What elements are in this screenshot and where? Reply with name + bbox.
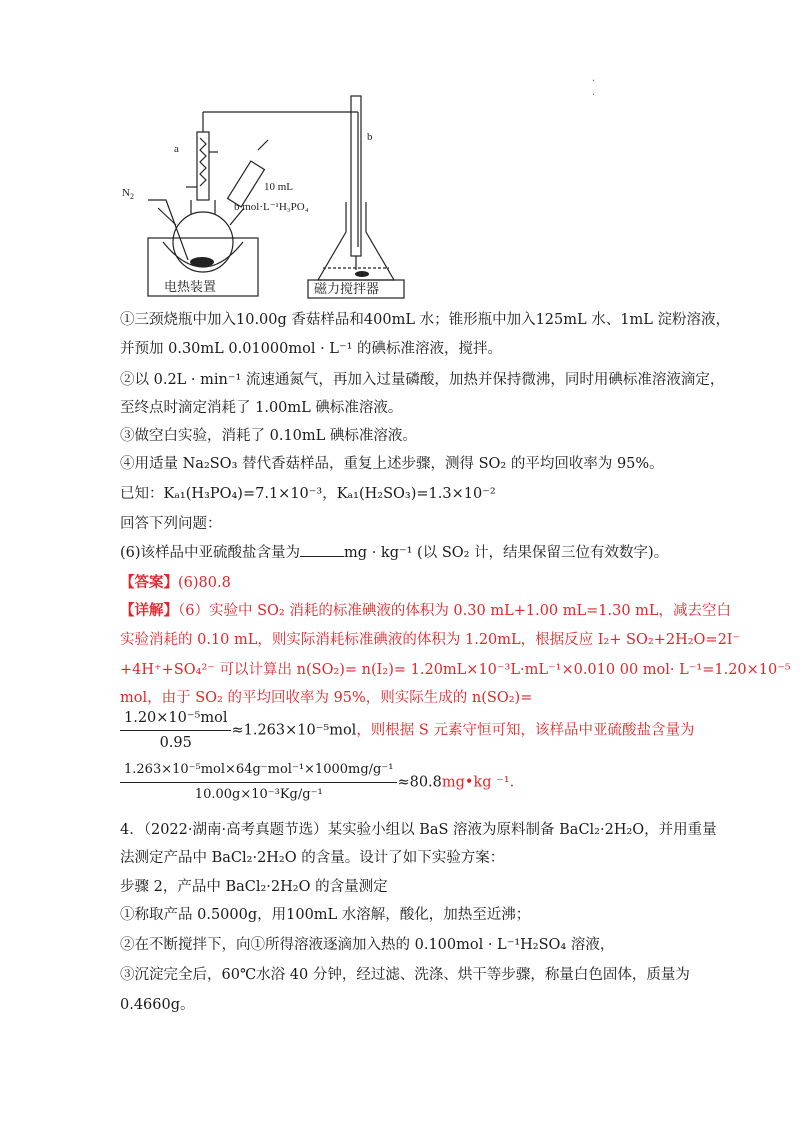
answer-value: (6)80.8 xyxy=(178,575,231,591)
label-stirrer: 磁力搅拌器 xyxy=(314,281,380,296)
q4-step-title: 步骤 2，产品中 BaCl₂·2H₂O 的含量测定 xyxy=(120,879,388,895)
label-n2: $N_2$ xyxy=(122,187,134,201)
fraction-2-denominator: 10.00g×10⁻³Kg/g⁻¹ xyxy=(194,787,323,802)
detail-1: （6）实验中 SO₂ 消耗的标准碘液的体积为 0.30 mL+1.00 mL=1.30 mL，减去空白 xyxy=(178,603,732,619)
step-1b: 并预加 0.30mL 0.01000mol · L⁻¹ 的碘标准溶液，搅拌。 xyxy=(120,341,502,357)
fraction-1-result: ≈1.263×10⁻⁵mol xyxy=(231,722,357,739)
fraction-2-numerator: 1.263×10⁻⁵mol×64g⁻mol⁻¹×1000mg/g⁻¹ xyxy=(120,760,397,783)
known-constants: 已知：Kₐ₁(H₃PO₄)=7.1×10⁻³，Kₐ₁(H₂SO₃)=1.3×10⁻² xyxy=(120,486,496,502)
apparatus-figure xyxy=(118,92,408,300)
answer-label: 【答案】 xyxy=(120,574,178,591)
fraction-2 xyxy=(120,760,397,805)
step-1a: ①三颈烧瓶中加入10.00g 香菇样品和400mL 水；锥形瓶中加入125mL 水、1mL 淀粉溶液， xyxy=(120,312,730,328)
answer-blank xyxy=(300,542,344,557)
detail-label: 【详解】 xyxy=(120,602,178,619)
fraction-2-result: ≈80.8 xyxy=(397,774,442,791)
detail-line-1 xyxy=(120,601,732,621)
step-3: ③做空白实验，消耗了 0.10mL 碘标准溶液。 xyxy=(120,428,417,444)
q4-step-2: ②在不断搅拌下，向①所得溶液逐滴加入热的 0.100mol · L⁻¹H₂SO₄ 溶液， xyxy=(120,937,615,953)
q4-step-4: 0.4660g。 xyxy=(120,997,195,1013)
q4-line-b: 法测定产品中 BaCl₂·2H₂O 的含量。设计了如下实验方案： xyxy=(120,850,505,866)
fraction-1-numerator: 1.20×10⁻⁵mol xyxy=(120,708,231,731)
answer-line xyxy=(120,573,695,593)
label-b: b xyxy=(367,131,373,143)
label-heater: 电热装置 xyxy=(164,279,217,294)
q4-step-3: ③沉淀完全后，60℃水浴 40 分钟，经过滤、洗涤、烘干等步骤，称量白色固体，质量为 xyxy=(120,967,690,983)
step-2b: 至终点时滴定消耗了 1.00mL 碘标准溶液。 xyxy=(120,400,403,416)
step-2a: ②以 0.2L · min⁻¹ 流速通氮气，再加入过量磷酸，加热并保持微沸，同时用碘标准溶液滴定， xyxy=(120,372,725,388)
detail-line-4: mol，由于 SO₂ 的平均回收率为 95%，则实际生成的 n(SO₂)= xyxy=(120,690,533,706)
step-4: ④用适量 Na₂SO₃ 替代香菇样品，重复上述步骤，测得 SO₂ 的平均回收率为 95%。 xyxy=(120,456,664,472)
answer-prompt: 回答下列问题： xyxy=(120,516,222,532)
burette-b xyxy=(351,96,361,256)
condenser-a xyxy=(197,132,209,200)
label-acid: b mol·L⁻¹H₃PO₄ xyxy=(234,201,309,213)
label-volume: 10 mL xyxy=(264,181,294,193)
question-6 xyxy=(120,542,695,563)
label-a: a xyxy=(174,143,179,155)
fraction-1-tail: ，则根据 S 元素守恒可知，该样品中亚硫酸盐含量为 xyxy=(356,722,695,739)
fraction-2-unit: mg•kg ⁻¹. xyxy=(441,774,515,791)
fraction-1 xyxy=(120,708,231,753)
header-dots: . . xyxy=(592,73,596,98)
detail-line-3: +4H⁺+SO₄²⁻ 可以计算出 n(SO₂)= n(I₂)= 1.20mL×10⁻³L·mL⁻¹×0.010 00 mol· L⁻¹=1.20×10⁻⁵ xyxy=(120,662,791,678)
fraction-1-denominator: 0.95 xyxy=(159,735,192,751)
question-6-part-b: mg · kg⁻¹ (以 SO₂ 计，结果保留三位有效数字)。 xyxy=(344,545,669,561)
question-6-part-a: (6)该样品中亚硫酸盐含量为 xyxy=(120,545,301,561)
detail-line-2: 实验消耗的 0.10 mL，则实际消耗标准碘液的体积为 1.20mL，根据反应 I₂+ SO₂+2H₂O=2I⁻ xyxy=(120,632,741,648)
q4-line-a: 4．（2022·湖南·高考真题节选）某实验小组以 BaS 溶液为原料制备 BaCl₂·2H₂O，并用重量 xyxy=(120,822,717,838)
q4-step-1: ①称取产品 0.5000g，用100mL 水溶解，酸化，加热至近沸； xyxy=(120,907,531,923)
fraction-line-1 xyxy=(120,708,695,751)
fraction-line-2 xyxy=(120,760,695,800)
